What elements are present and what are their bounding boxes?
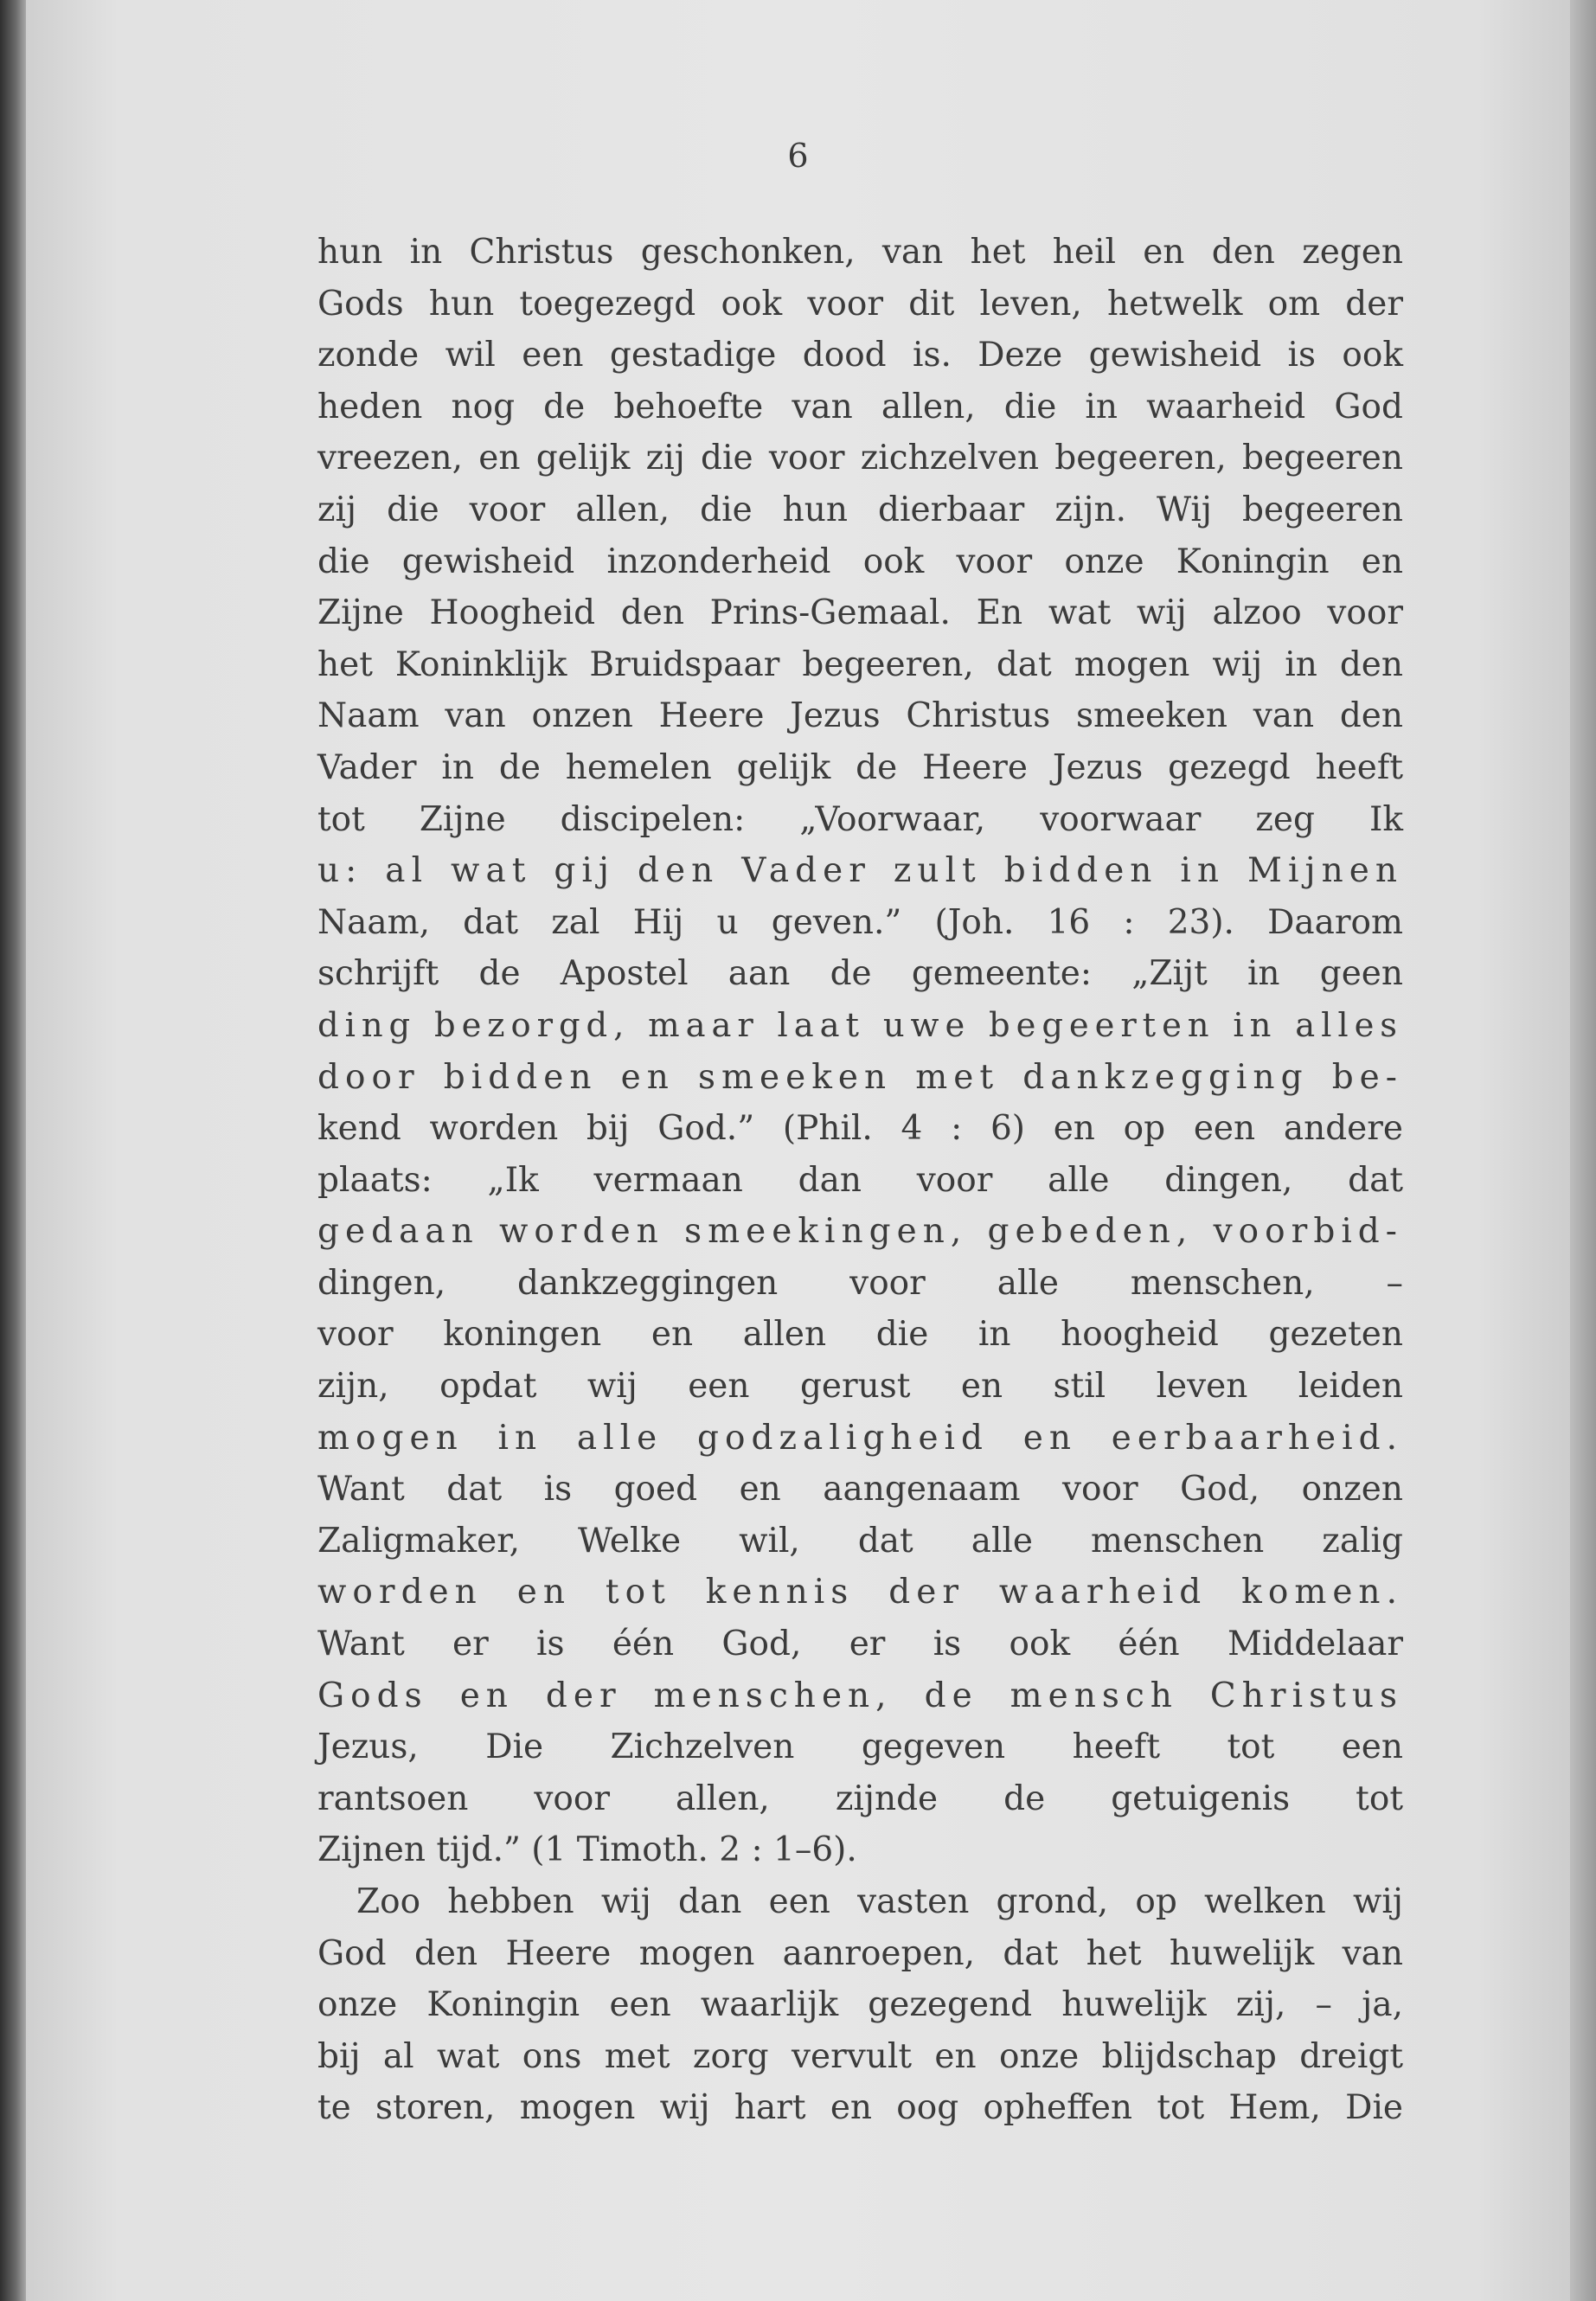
text-line: schrijft de Apostel aan de gemeente: „Zijt in geen — [317, 954, 1403, 994]
text-line: Gods hun toegezegd ook voor dit leven, hetwelk om der — [317, 284, 1403, 324]
text-line: Gods en der menschen, de mensch Christus — [317, 1676, 1403, 1715]
page-number: 6 — [787, 137, 809, 175]
book-spine-shadow — [0, 0, 26, 2301]
text-line: door bidden en smeeken met dankzegging be- — [317, 1057, 1403, 1097]
text-line: plaats: „Ik vermaan dan voor alle dingen, dat — [317, 1160, 1403, 1200]
text-line: Naam, dat zal Hij u geven.” (Joh. 16 : 23). Daarom — [317, 902, 1403, 942]
text-line: kend worden bij God.” (Phil. 4 : 6) en op een andere — [317, 1109, 1403, 1149]
text-line: rantsoen voor allen, zijnde de getuigenis tot — [317, 1779, 1403, 1818]
text-line: Want dat is goed en aangenaam voor God, onzen — [317, 1470, 1403, 1509]
page-right-edge — [1570, 0, 1596, 2301]
text-line: God den Heere mogen aanroepen, dat het huwelijk van — [317, 1933, 1403, 1973]
text-line: Zijnen tijd.” (1 Timoth. 2 : 1–6). — [317, 1830, 857, 1870]
text-line: Naam van onzen Heere Jezus Christus smeeken van den — [317, 696, 1403, 736]
text-line: gedaan worden smeekingen, gebeden, voorbid- — [317, 1212, 1403, 1252]
text-line: dingen, dankzeggingen voor alle menschen, – — [317, 1263, 1403, 1303]
text-line: mogen in alle godzaligheid en eerbaarheid. — [317, 1418, 1403, 1458]
text-line: tot Zijne discipelen: „Voorwaar, voorwaar zeg Ik — [317, 799, 1403, 839]
text-line: het Koninklijk Bruidspaar begeeren, dat mogen wij in den — [317, 644, 1403, 684]
text-line: Vader in de hemelen gelijk de Heere Jezus gezegd heeft — [317, 747, 1403, 787]
text-line: voor koningen en allen die in hoogheid gezeten — [317, 1315, 1403, 1355]
text-line: vreezen, en gelijk zij die voor zichzelven begeeren, begeeren — [317, 439, 1403, 478]
text-line: worden en tot kennis der waarheid komen. — [317, 1573, 1403, 1612]
text-line: hun in Christus geschonken, van het heil en den zegen — [317, 233, 1403, 272]
text-line: u: al wat gij den Vader zult bidden in Mijnen — [317, 851, 1403, 891]
text-line: Zijne Hoogheid den Prins-Gemaal. En wat wij alzoo voor — [317, 593, 1403, 633]
text-line: bij al wat ons met zorg vervult en onze blijdschap dreigt — [317, 2036, 1403, 2076]
text-line: die gewisheid inzonderheid ook voor onze Koningin en — [317, 542, 1403, 581]
text-line: Jezus, Die Zichzelven gegeven heeft tot een — [317, 1727, 1403, 1767]
text-line: Zoo hebben wij dan een vasten grond, op welken wij — [356, 1882, 1403, 1921]
text-line: Zaligmaker, Welke wil, dat alle menschen zalig — [317, 1521, 1403, 1561]
text-line: heden nog de behoefte van allen, die in waarheid God — [317, 387, 1403, 426]
text-line: te storen, mogen wij hart en oog opheffen tot Hem, Die — [317, 2088, 1403, 2128]
text-line: ding bezorgd, maar laat uwe begeerten in alles — [317, 1005, 1403, 1045]
text-line: Want er is één God, er is ook één Middelaar — [317, 1625, 1403, 1664]
text-line: zonde wil een gestadige dood is. Deze gewisheid is ook — [317, 336, 1403, 375]
text-line: zijn, opdat wij een gerust en stil leven leiden — [317, 1367, 1403, 1407]
text-line: onze Koningin een waarlijk gezegend huwelijk zij, – ja, — [317, 1985, 1403, 2025]
text-line: zij die voor allen, die hun dierbaar zijn. Wij begeeren — [317, 490, 1403, 529]
body-text — [317, 227, 1403, 2134]
